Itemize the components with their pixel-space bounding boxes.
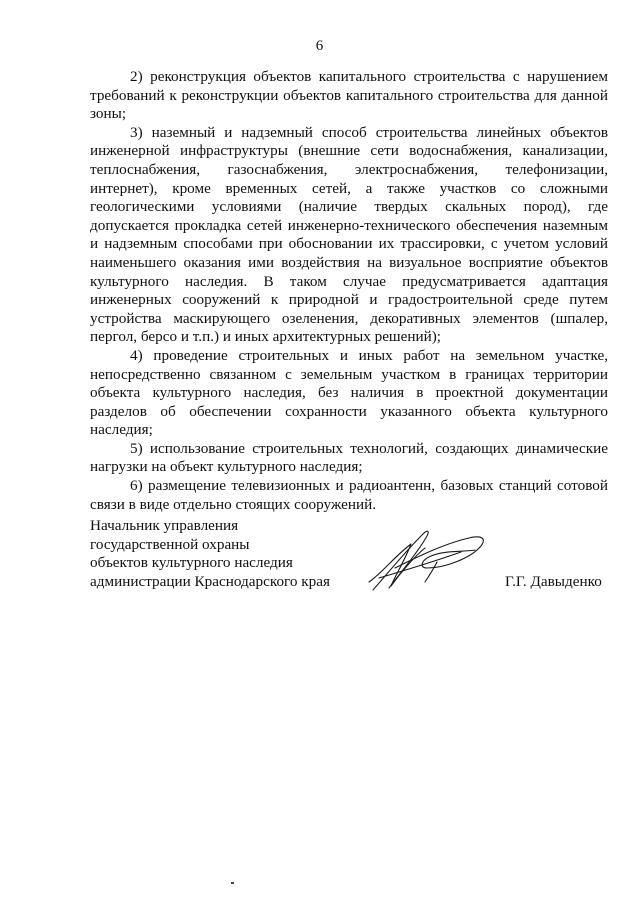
handwritten-signature: [365, 522, 490, 597]
position-line-3: объектов культурного наследия: [90, 554, 293, 572]
paragraph-item-3: 3) наземный и надземный способ строительства линейных объектов инженерной инфраструктуры (внешние сети водоснабжения, канализации, теплоснабжения, газоснабжения, электроснабжения, телефонизации, интернет), кроме временных сетей, а также участков со сложными геологическими условиями (наличие твердых скальных пород), где допускается прокладка сетей инженерно-технического обеспечения наземным и надземным способами при обосновании их трассировки, с учетом условий наименьшего оказания ими воздействия на визуальное восприятие объектов культурного наследия. В таком случае предусматривается адаптация инженерных сооружений к природной и градостроительной среде путем устройства маскирующего озеленения, декоративных элементов (шпалер, пергол, берсо и т.п.) и иных архитектурных решений);: [90, 123, 608, 346]
page-number: 6: [315, 38, 324, 54]
signer-name: Г.Г. Давыденко: [505, 573, 602, 590]
document-body: [90, 68, 608, 514]
paragraph-item-5: 5) использование строительных технологий, создающих динамические нагрузки на объект культурного наследия;: [90, 439, 608, 476]
signatory-position: [90, 517, 330, 591]
position-line-1: Начальник управления: [90, 517, 239, 534]
position-line-2: государственной охраны: [90, 535, 250, 553]
scan-speck: [231, 882, 234, 884]
paragraph-item-4: 4) проведение строительных и иных работ на земельном участке, непосредственно связанном с земельным участком в границах территории объекта культурного наследия, без наличия в проектной документации разделов об обеспечении сохранности указанного объекта культурного наследия;: [90, 346, 608, 439]
paragraph-item-6: 6) размещение телевизионных и радиоантенн, базовых станций сотовой связи в виде отдельно стоящих сооружений.: [90, 477, 608, 513]
position-line-4: администрации Краснодарского края: [90, 572, 330, 590]
paragraph-item-2: 2) реконструкция объектов капитального строительства с нарушением требований к реконструкции объектов капитального строительства для данной зоны;: [90, 68, 608, 123]
